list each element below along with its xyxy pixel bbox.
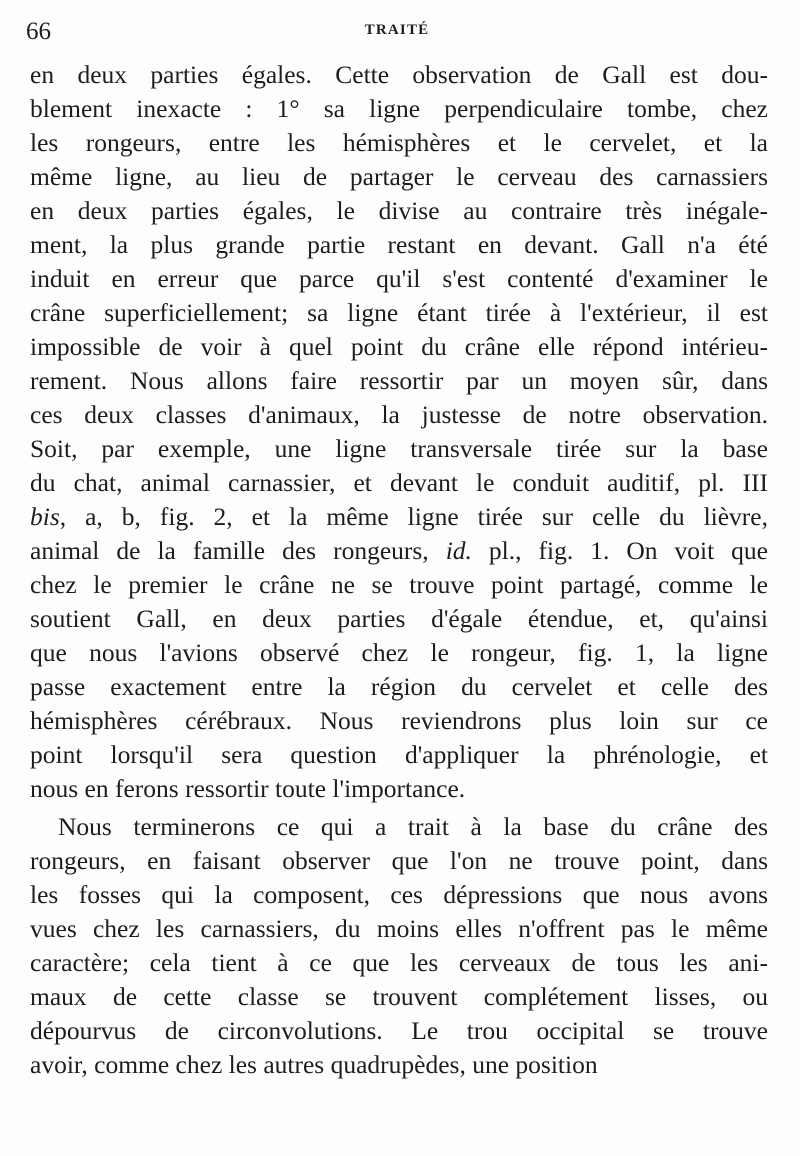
page-number: 66 (26, 18, 51, 45)
text-line: nous en ferons ressortir toute l'importance. (30, 774, 466, 803)
page-header (26, 18, 768, 48)
text-line: en deux parties égales, le divise au contraire très inégale- (30, 196, 768, 225)
text-line: hémisphères cérébraux. Nous reviendrons plus loin sur ce (30, 706, 768, 735)
paragraph (30, 810, 768, 1082)
text-span: , a, b, fig. 2, et la même ligne tirée sur celle du lièvre, (59, 502, 768, 531)
italic-text: bis (30, 502, 60, 531)
text-line: passe exactement entre la région du cervelet et celle des (30, 672, 768, 701)
text-line: en deux parties égales. Cette observation de Gall est dou- (30, 60, 768, 89)
text-line: dépourvus de circonvolutions. Le trou occipital se trouve (30, 1016, 768, 1045)
text-line: même ligne, au lieu de partager le cerveau des carnassiers (30, 162, 768, 191)
text-line: ment, la plus grande partie restant en devant. Gall n'a été (30, 230, 768, 259)
text-line: Nous terminerons ce qui a trait à la base du crâne des (58, 812, 768, 841)
body-text (30, 58, 768, 1082)
text-line: du chat, animal carnassier, et devant le conduit auditif, pl. III (30, 468, 768, 497)
text-line: Soit, par exemple, une ligne transversale tirée sur la base (30, 434, 768, 463)
text-line: caractère; cela tient à ce que les cerveaux de tous les ani- (30, 948, 768, 977)
text-line: rongeurs, en faisant observer que l'on ne trouve point, dans (30, 846, 768, 875)
text-line: les rongeurs, entre les hémisphères et le cervelet, et la (30, 128, 768, 157)
text-line: maux de cette classe se trouvent complétement lisses, ou (30, 982, 768, 1011)
text-line: blement inexacte : 1° sa ligne perpendiculaire tombe, chez (30, 94, 768, 123)
text-line: rement. Nous allons faire ressortir par un moyen sûr, dans (30, 366, 768, 395)
text-line: impossible de voir à quel point du crâne elle répond intérieu- (30, 332, 768, 361)
text-line: soutient Gall, en deux parties d'égale étendue, et, qu'ainsi (30, 604, 768, 633)
paragraph (30, 58, 768, 806)
running-title: TRAITÉ (364, 22, 430, 38)
text-line: les fosses qui la composent, ces dépressions que nous avons (30, 880, 768, 909)
text-line: crâne superficiellement; sa ligne étant tirée à l'extérieur, il est (30, 298, 768, 327)
text-line: induit en erreur que parce qu'il s'est contenté d'examiner le (30, 264, 768, 293)
text-line (30, 500, 768, 534)
text-line: que nous l'avions observé chez le rongeur, fig. 1, la ligne (30, 638, 768, 667)
italic-text: id. (445, 536, 472, 565)
text-line (30, 534, 768, 568)
text-line: ces deux classes d'animaux, la justesse de notre observation. (30, 400, 768, 429)
text-line: chez le premier le crâne ne se trouve point partagé, comme le (30, 570, 768, 599)
text-line: vues chez les carnassiers, du moins elles n'offrent pas le même (30, 914, 768, 943)
text-line: avoir, comme chez les autres quadrupèdes, une position (30, 1050, 598, 1079)
text-span: animal de la famille des rongeurs, (30, 536, 446, 565)
text-span: pl., fig. 1. On voit que (471, 536, 768, 565)
text-line: point lorsqu'il sera question d'appliquer la phrénologie, et (30, 740, 768, 769)
